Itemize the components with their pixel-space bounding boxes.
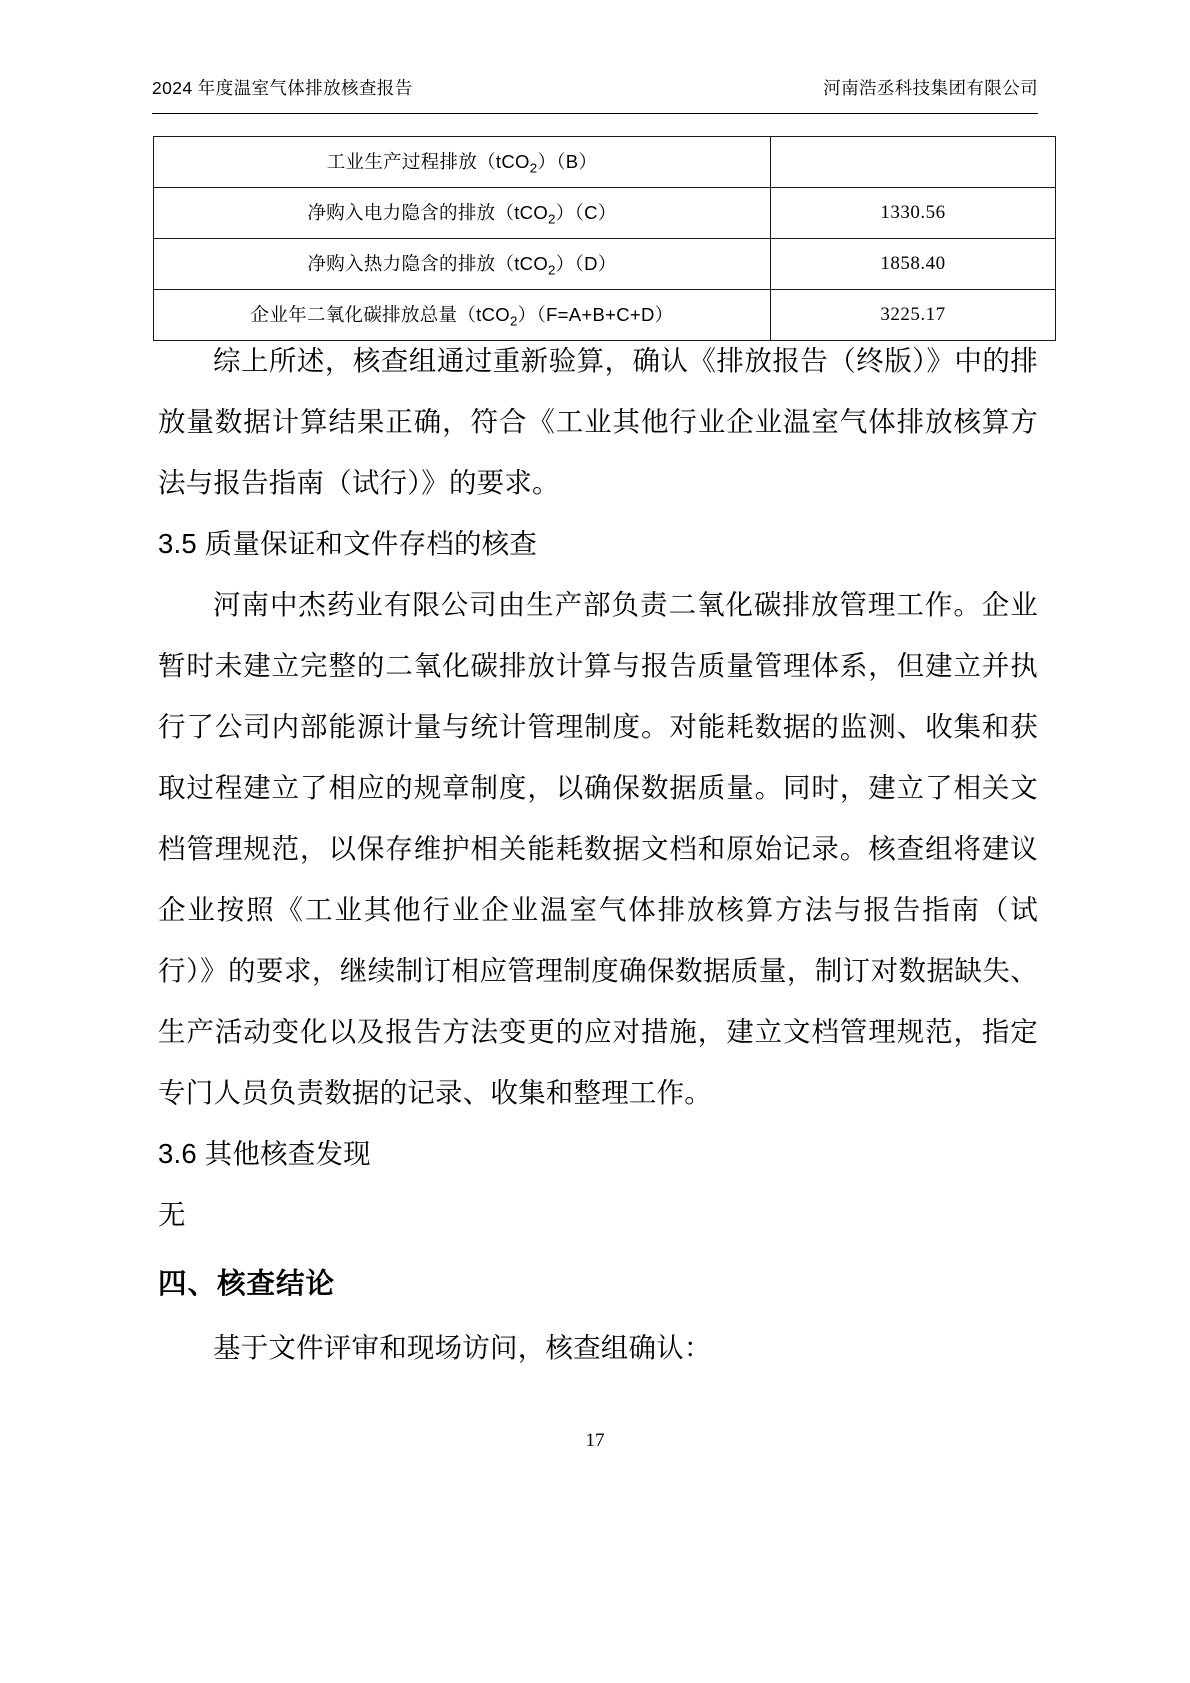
page-header [152, 75, 1038, 100]
label-suffix: ）（D） [555, 253, 617, 275]
heading-3-6: 3.6 其他核查发现 [158, 1138, 371, 1169]
label-subscript: 2 [548, 262, 556, 278]
label-subscript: 2 [529, 160, 538, 176]
table-cell-label [154, 188, 771, 239]
table-cell-value: 1330.56 [771, 188, 1056, 239]
label-suffix: ）（F=A+B+C+D） [517, 304, 674, 326]
paragraph-summary: 综上所述，核查组通过重新验算，确认《排放报告（终版）》中的排放量数据计算结果正确，符合《工业其他行业企业温室气体排放核算方法与报告指南（试行）》的要求。 [158, 345, 1038, 498]
table-row [154, 188, 1056, 239]
header-left-title: 2024 年度温室气体排放核查报告 [152, 78, 413, 98]
label-suffix: ）（B） [537, 151, 598, 173]
emissions-table [153, 136, 1056, 341]
label-prefix: 净购入电力隐含的排放（tCO [307, 202, 549, 224]
page-number: 17 [585, 1430, 605, 1451]
table-cell-label [154, 239, 771, 290]
table-cell-value [771, 137, 1056, 188]
label-prefix: 工业生产过程排放（tCO [326, 151, 530, 173]
header-right-title: 河南浩丞科技集团有限公司 [823, 78, 1038, 98]
heading-section-4: 四、核查结论 [158, 1268, 336, 1300]
table-cell-label [154, 137, 771, 188]
table-cell-value: 1858.40 [771, 239, 1056, 290]
emissions-table-body [154, 137, 1056, 341]
label-subscript: 2 [509, 313, 518, 329]
paragraph-section-4: 基于文件评审和现场访问，核查组确认： [213, 1332, 712, 1363]
table-row [154, 137, 1056, 188]
label-prefix: 企业年二氧化碳排放总量（tCO [250, 304, 510, 326]
paragraph-3-6: 无 [158, 1199, 186, 1230]
document-body [158, 330, 1038, 1378]
table-row [154, 239, 1056, 290]
paragraph-3-5: 河南中杰药业有限公司由生产部负责二氧化碳排放管理工作。企业暂时未建立完整的二氧化碳排放计算与报告质量管理体系，但建立并执行了公司内部能源计量与统计管理制度。对能耗数据的监测、收集和获取过程建立了相应的规章制度，以确保数据质量。同时，建立了相关文档管理规范，以保存维护相关能耗数据文档和原始记录。核查组将建议企业按照《工业其他行业企业温室气体排放核算方法与报告指南（试行）》的要求，继续制订相应管理制度确保数据质量，制订对数据缺失、生产活动变化以及报告方法变更的应对措施，建立文档管理规范，指定专门人员负责数据的记录、收集和整理工作。 [158, 589, 1038, 1108]
header-divider [152, 113, 1038, 114]
label-prefix: 净购入热力隐含的排放（tCO [307, 253, 549, 275]
label-suffix: ）（C） [555, 202, 617, 224]
table-cell-value: 3225.17 [771, 290, 1056, 341]
heading-3-5: 3.5 质量保证和文件存档的核查 [158, 528, 538, 559]
label-subscript: 2 [548, 211, 556, 227]
